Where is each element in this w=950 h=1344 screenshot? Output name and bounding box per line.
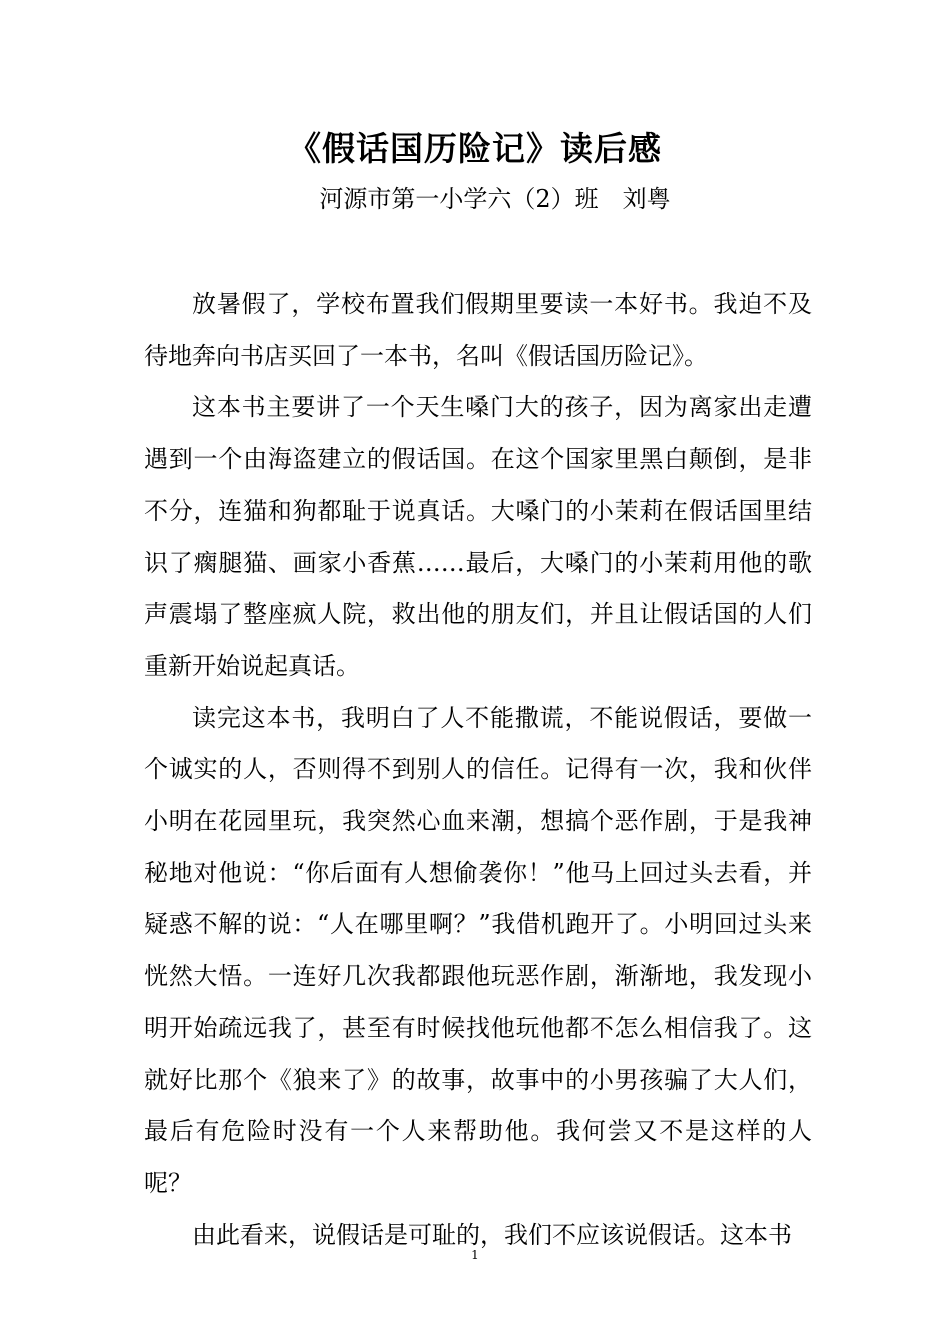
paragraph: 读完这本书，我明白了人不能撒谎，不能说假话，要做一个诚实的人，否则得不到别人的信任。记得有一次，我和伙伴小明在花园里玩，我突然心血来潮，想搞个恶作剧，于是我神秘地对他说：“你后面有人想偷袭你！”他马上回过头去看，并疑惑不解的说：“人在哪里啊？”我借机跑开了。小明回过头来恍然大悟。一连好几次我都跟他玩恶作剧，渐渐地，我发现小明开始疏远我了，甚至有时候找他玩他都不怎么相信我了。这就好比那个《狼来了》的故事，故事中的小男孩骗了大人们，最后有危险时没有一个人来帮助他。我何尝又不是这样的人呢？ [144, 703, 812, 1197]
paragraph: 这本书主要讲了一个天生嗓门大的孩子，因为离家出走遭遇到一个由海盗建立的假话国。在这个国家里黑白颠倒，是非不分，连猫和狗都耻于说真话。大嗓门的小茉莉在假话国里结识了瘸腿猫、画家小香蕉……最后，大嗓门的小茉莉用他的歌声震塌了整座疯人院，救出他的朋友们，并且让假话国的人们重新开始说起真话。 [144, 393, 812, 680]
body-text [144, 279, 812, 1261]
page-number: 1 [471, 1248, 479, 1262]
author-byline: 河源市第一小学六（2）班 刘粤 [319, 185, 671, 213]
paragraph: 放暑假了，学校布置我们假期里要读一本好书。我迫不及待地奔向书店买回了一本书，名叫《假话国历险记》。 [144, 290, 812, 370]
paragraph: 由此看来，说假话是可耻的，我们不应该说假话。这本书 [192, 1220, 792, 1249]
page-title: 《假话国历险记》读后感 [288, 129, 662, 168]
